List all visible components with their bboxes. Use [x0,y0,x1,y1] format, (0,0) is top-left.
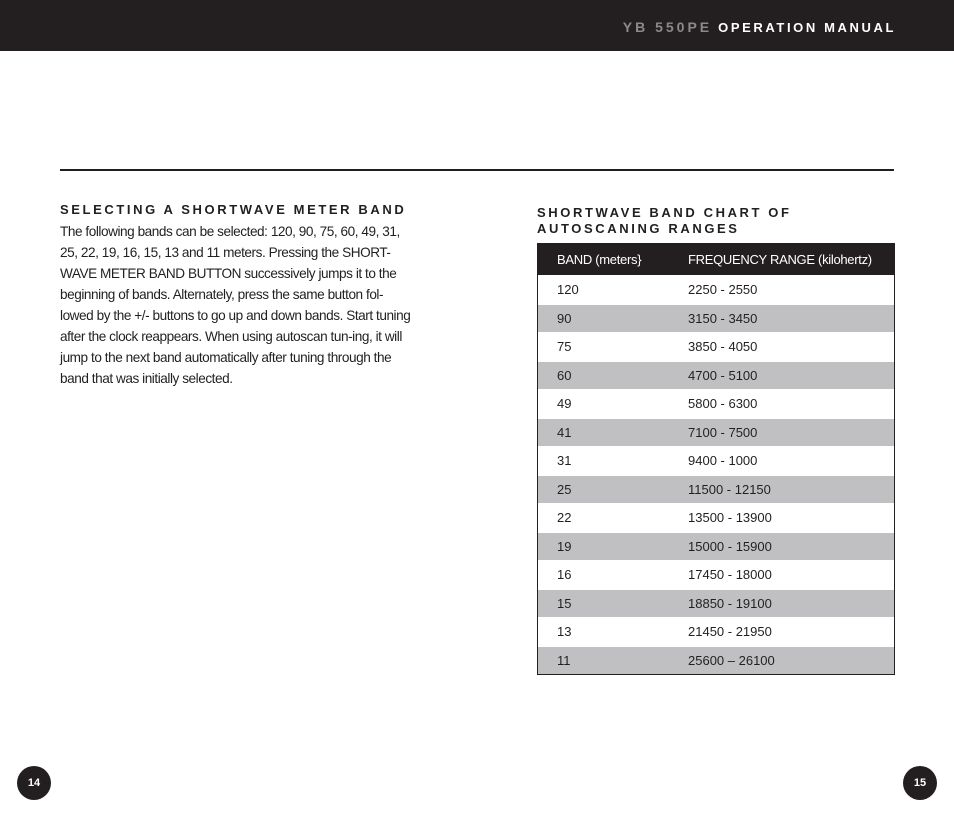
band-cell: 13 [557,624,572,640]
band-cell: 22 [557,510,572,526]
band-cell: 49 [557,396,572,412]
band-cell: 15 [557,595,572,611]
band-cell: 120 [557,282,579,298]
band-cell: 60 [557,367,572,383]
header-title [623,19,896,35]
band-cell: 31 [557,453,572,469]
table-row [538,503,894,532]
table-row [538,475,894,504]
header-model: YB 550PE [622,19,713,35]
frequency-cell: 11500 - 12150 [688,481,771,497]
column-header-band: BAND (meters} [557,252,642,267]
frequency-cell: 5800 - 6300 [688,396,758,412]
frequency-cell: 9400 - 1000 [688,453,758,469]
frequency-cell: 25600 – 26100 [688,652,775,668]
column-header-frequency: FREQUENCY RANGE (kilohertz) [688,252,872,267]
band-chart-table [537,243,895,675]
band-cell: 75 [557,339,572,355]
frequency-cell: 3850 - 4050 [688,339,758,355]
table-row [538,361,894,390]
table-row [538,332,894,361]
table-row [538,389,894,418]
frequency-cell: 2250 - 2550 [688,282,758,298]
band-cell: 41 [557,424,572,440]
frequency-cell: 17450 - 18000 [688,567,772,583]
frequency-cell: 3150 - 3450 [688,310,758,326]
header-doc-title: OPERATION MANUAL [718,20,896,35]
table-header-row [538,244,894,275]
table-row [538,532,894,561]
page-number-left: 14 [17,766,51,800]
frequency-cell: 21450 - 21950 [688,624,772,640]
table-row [538,589,894,618]
frequency-cell: 15000 - 15900 [688,538,772,554]
table-body [538,275,894,674]
table-row [538,617,894,646]
page-number-right: 15 [903,766,937,800]
table-row [538,446,894,475]
table-row [538,560,894,589]
band-cell: 16 [557,567,572,583]
table-row [538,646,894,675]
band-cell: 90 [557,310,572,326]
left-section-body: The following bands can be selected: 120, 90, 75, 60, 49, 31, 25, 22, 19, 16, 15, 13 and 11 meters. Pressing the SHORT-WAVE METER BAND BUTTON successively jumps it to the beginning of bands. Alternately, press the same button fol-lowed by the +/- buttons to go up and down bands. Start tuning after the clock reappears. When using autoscan tun-ing, it will jump to the next band automatically after tuning through the band that was initially selected. [60,224,411,386]
horizontal-rule [60,169,894,171]
band-cell: 11 [557,652,571,668]
table-row [538,418,894,447]
band-cell: 25 [557,481,572,497]
table-row [538,275,894,304]
frequency-cell: 13500 - 13900 [688,510,772,526]
frequency-cell: 18850 - 19100 [688,595,772,611]
page-header-bar [0,0,954,51]
frequency-cell: 7100 - 7500 [688,424,758,440]
right-section-heading: SHORTWAVE BAND CHART OF AUTOSCANING RANGES [537,205,792,236]
left-section-heading: SELECTING A SHORTWAVE METER BAND [60,202,407,217]
frequency-cell: 4700 - 5100 [688,367,758,383]
table-row [538,304,894,333]
band-cell: 19 [557,538,572,554]
